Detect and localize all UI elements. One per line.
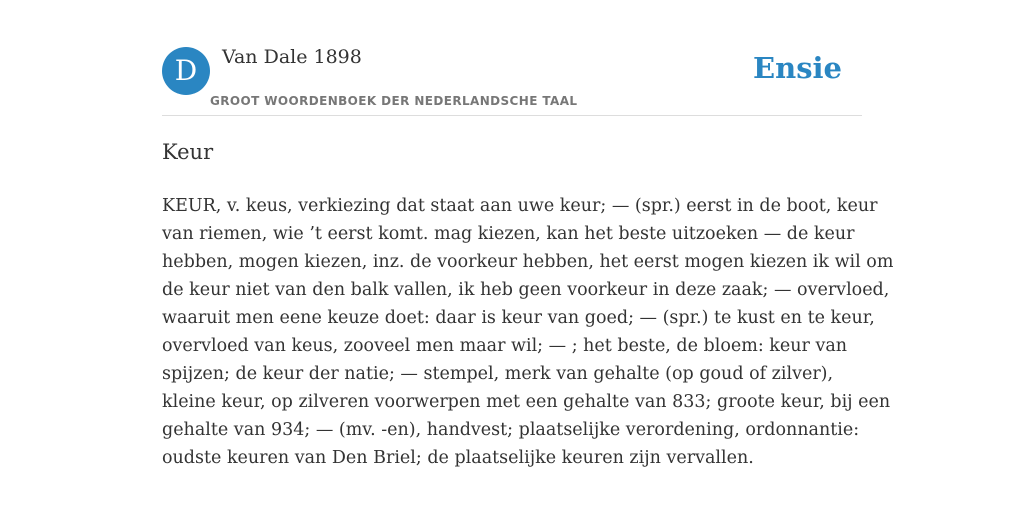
definition-line: kleine keur, op zilveren voorwerpen met een gehalte van 833; groote keur, bij een xyxy=(162,392,891,412)
definition-line: van riemen, wie ’t eerst komt. mag kiezen, kan het beste uitzoeken — de keur xyxy=(162,224,855,244)
definition-line: spijzen; de keur der natie; — stempel, merk van gehalte (op goud of zilver), xyxy=(162,364,834,384)
definition-line: overvloed van keus, zooveel men maar wil; — ; het beste, de bloem: keur van xyxy=(162,336,848,356)
definition-line: oudste keuren van Den Briel; de plaatselijke keuren zijn vervallen. xyxy=(162,448,754,468)
entry-definition xyxy=(162,192,894,472)
source-header xyxy=(162,45,862,116)
entry-title: Keur xyxy=(162,140,214,164)
source-title[interactable]: Van Dale 1898 xyxy=(222,46,362,68)
definition-line: waaruit men eene keuze doet: daar is keur van goed; — (spr.) te kust en te keur, xyxy=(162,308,875,328)
definition-line: de keur niet van den balk vallen, ik heb geen voorkeur in deze zaak; — overvloed, xyxy=(162,280,890,300)
brand-logo[interactable]: Ensie xyxy=(753,51,842,85)
definition-line: KEUR, v. keus, verkiezing dat staat aan uwe keur; — (spr.) eerst in de boot, keur xyxy=(162,196,878,216)
definition-line: hebben, mogen kiezen, inz. de voorkeur hebben, het eerst mogen kiezen ik wil om xyxy=(162,252,894,272)
source-subtitle: GROOT WOORDENBOEK DER NEDERLANDSCHE TAAL xyxy=(210,94,578,108)
definition-line: gehalte van 934; — (mv. -en), handvest; plaatselijke verordening, ordonnantie: xyxy=(162,420,860,440)
source-avatar[interactable]: D xyxy=(162,47,210,95)
